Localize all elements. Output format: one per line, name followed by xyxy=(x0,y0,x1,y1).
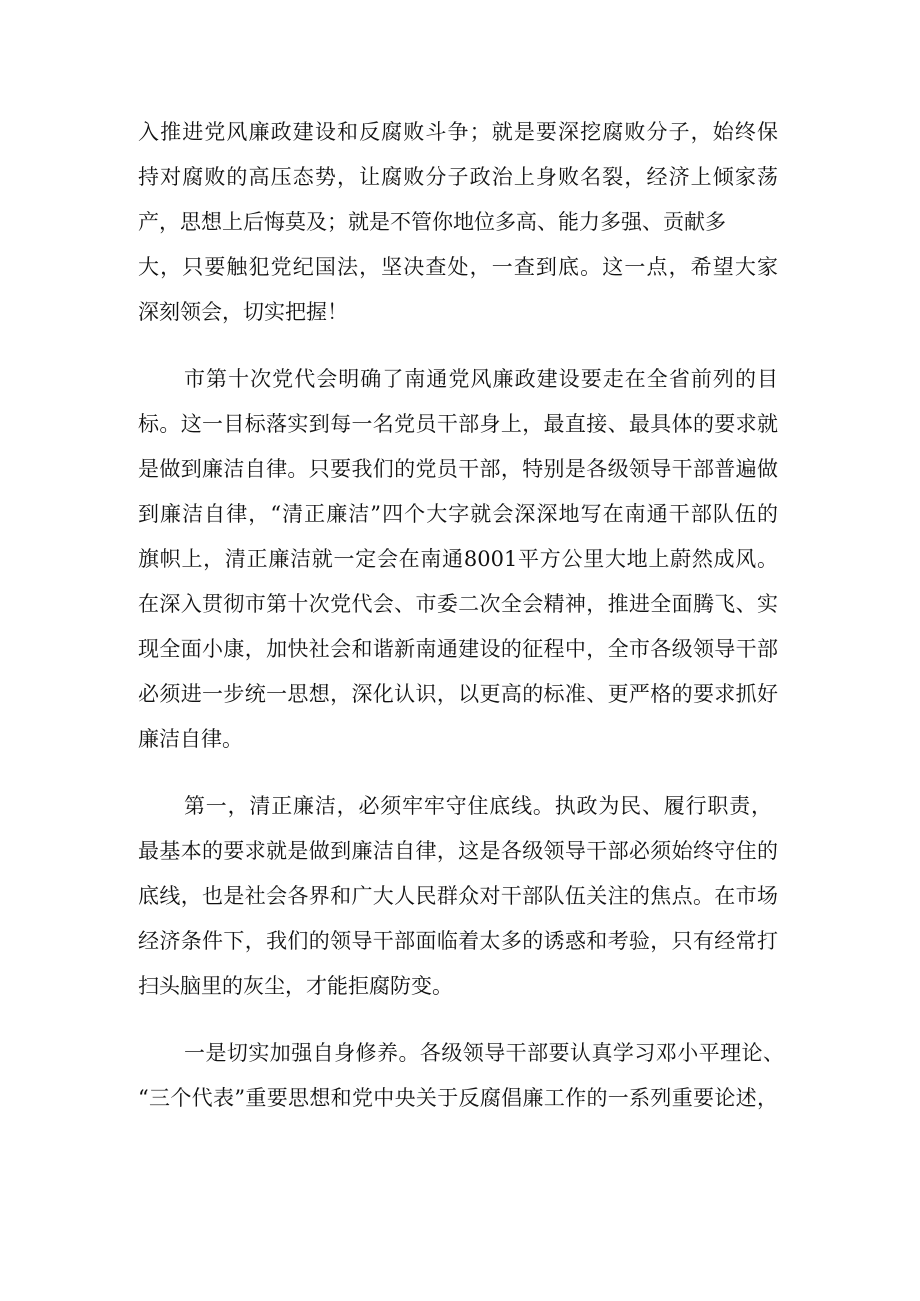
text-line: 最基本的要求就是做到廉洁自律，这是各级领导干部必须始终守住的 xyxy=(138,839,778,863)
text-line: 经济条件下，我们的领导干部面临着太多的诱惑和考验，只有经常打 xyxy=(138,929,778,953)
text-line: 深刻领会，切实把握！ xyxy=(138,300,348,324)
text-line: 是做到廉洁自律。只要我们的党员干部，特别是各级领导干部普遍做 xyxy=(138,457,778,481)
text-line: 到廉洁自律，“清正廉洁”四个大字就会深深地写在南通干部队伍的 xyxy=(138,502,778,526)
text-line: 底线，也是社会各界和广大人民群众对干部队伍关注的焦点。在市场 xyxy=(138,884,778,908)
text-line: 扫头脑里的灰尘，才能拒腐防变。 xyxy=(138,974,453,998)
text-line: 市第十次党代会明确了南通党风廉政建设要走在全省前列的目 xyxy=(184,367,778,391)
text-line: 第一，清正廉洁，必须牢牢守住底线。执政为民、履行职责， xyxy=(184,794,772,818)
text-line: 旗帜上，清正廉洁就一定会在南通8001平方公里大地上蔚然成风。 xyxy=(138,547,778,571)
text-line: 现全面小康，加快社会和谐新南通建设的征程中，全市各级领导干部 xyxy=(138,637,778,661)
text-line: 持对腐败的高压态势，让腐败分子政治上身败名裂，经济上倾家荡 xyxy=(138,165,778,189)
text-line: 产，思想上后悔莫及；就是不管你地位多高、能力多强、贡献多 xyxy=(138,210,726,234)
text-line: 入推进党风廉政建设和反腐败斗争；就是要深挖腐败分子，始终保 xyxy=(138,120,778,144)
text-line: 大，只要触犯党纪国法，坚决查处，一查到底。这一点，希望大家 xyxy=(138,255,778,279)
text-line: “三个代表”重要思想和党中央关于反腐倡廉工作的一系列重要论述， xyxy=(138,1086,778,1110)
text-line: 一是切实加强自身修养。各级领导干部要认真学习邓小平理论、 xyxy=(184,1041,784,1065)
text-line: 标。这一目标落实到每一名党员干部身上，最直接、最具体的要求就 xyxy=(138,412,778,436)
text-line: 必须进一步统一思想，深化认识，以更高的标准、更严格的要求抓好 xyxy=(138,682,778,706)
text-line: 在深入贯彻市第十次党代会、市委二次全会精神，推进全面腾飞、实 xyxy=(138,592,778,616)
text-line: 廉洁自律。 xyxy=(138,727,243,751)
